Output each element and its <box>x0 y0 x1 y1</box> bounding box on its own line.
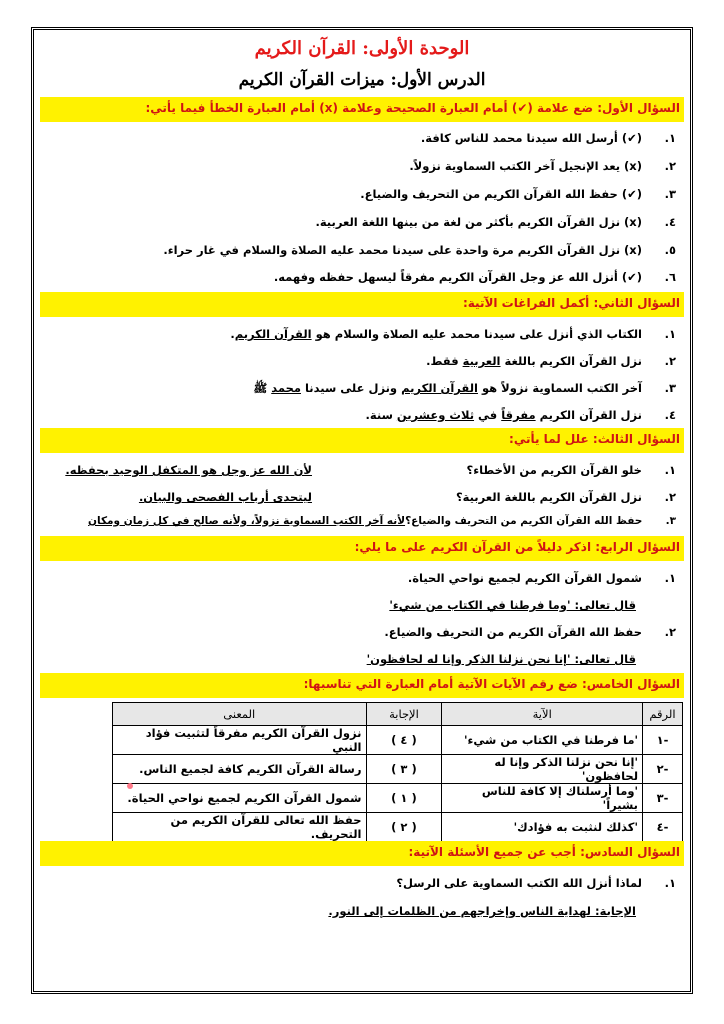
verse-cell: 'كذلك لنثبت به فؤادك' <box>442 813 643 842</box>
list-item: ٥. (x) نزل القرآن الكريم مرة واحدة على سيدنا محمد عليه الصلاة والسلام في غار حراء. <box>163 243 676 257</box>
column-header: الآية <box>442 703 643 726</box>
lesson-title: الدرس الأول: ميزات القرآن الكريم <box>238 70 486 90</box>
list-item: ٣. (✔) حفظ الله القرآن الكريم من التحريف والضياع. <box>360 187 676 201</box>
answer: القرآن الكريم <box>401 381 478 395</box>
list-item: ٢. (x) يعد الإنجيل آخر الكتب السماوية نزولاً. <box>409 159 676 173</box>
meaning-cell: رسالة القرآن الكريم كافة لجميع الناس. <box>113 755 367 784</box>
verse-cell: 'وما أرسلناك إلا كافة للناس بشيراً' <box>442 784 643 813</box>
table-row <box>113 813 683 842</box>
meaning-cell: شمول القرآن الكريم لجميع نواحي الحياة. <box>113 784 367 813</box>
question-2-heading: السؤال الثاني: أكمل الفراغات الآتية: <box>40 292 684 317</box>
table-row <box>113 726 683 755</box>
answer-line: الإجابة: لهداية الناس وإخراجهم من الظلمات إلى النور. <box>328 904 636 918</box>
list-item: ٢. نزل القرآن الكريم باللغة العربية؟ليتحدى أرباب الفصحى والبيان. <box>44 490 676 504</box>
evidence: قال تعالى: 'وما فرطنا في الكتاب من شيء' <box>389 598 636 612</box>
answer: لأن الله عز وجل هو المتكفل الوحيد بحفظه. <box>65 463 312 477</box>
list-item: ٢. نزل القرآن الكريم باللغة العربية فقط. <box>426 354 676 368</box>
row-number: -١ <box>643 726 683 755</box>
answer-cell: ( ٤ ) <box>366 726 442 755</box>
answer: القرآن الكريم <box>234 327 312 341</box>
question-5-heading: السؤال الخامس: ضع رقم الآيات الآتية أمام العبارة التي تناسبها: <box>40 673 684 698</box>
row-number: -٢ <box>643 755 683 784</box>
list-item: ١. لماذا أنزل الله الكتب السماوية على الرسل؟ <box>396 876 676 890</box>
list-item: ٤. نزل القرآن الكريم مفرقاً في ثلاث وعشرين سنة. <box>365 408 676 422</box>
verse-cell: 'ما فرطنا في الكتاب من شيء' <box>442 726 643 755</box>
answer: لأنه آخر الكتب السماوية نزولاً، ولأنه صالح في كل زمان ومكان <box>88 515 406 527</box>
list-item: ٦. (✔) أنزل الله عز وجل القرآن الكريم مفرقاً ليسهل حفظه وفهمه. <box>273 270 676 284</box>
answer: مفرقاً <box>501 408 536 422</box>
meaning-cell: حفظ الله تعالى للقرآن الكريم من التحريف. <box>113 813 367 842</box>
list-item: ١. خلو القرآن الكريم من الأخطاء؟لأن الله عز وجل هو المتكفل الوحيد بحفظه. <box>44 463 676 477</box>
question-3-heading: السؤال الثالث: علل لما يأتي: <box>40 428 684 453</box>
table-row <box>113 784 683 813</box>
row-number: -٤ <box>643 813 683 842</box>
stray-mark <box>127 783 133 789</box>
question-6-heading: السؤال السادس: أجب عن جميع الأسئلة الآتية: <box>40 841 684 866</box>
answer: العربية <box>462 354 501 368</box>
verse-cell: 'إنا نحن نزلنا الذكر وإنا له لحافظون' <box>442 755 643 784</box>
meaning-cell: نزول القرآن الكريم مفرقاً لتثبيت فؤاد النبي <box>113 726 367 755</box>
row-number: -٣ <box>643 784 683 813</box>
matching-table <box>112 702 683 842</box>
list-item: ٢. حفظ الله القرآن الكريم من التحريف والضياع. <box>384 625 676 639</box>
list-item: ٣. آخر الكتب السماوية نزولاً هو القرآن الكريم ونزل على سيدنا محمد ﷺ <box>253 381 676 395</box>
column-header: المعنى <box>113 703 367 726</box>
answer: ثلاث وعشرين <box>396 408 475 422</box>
table-header-row <box>113 703 683 726</box>
answer-cell: ( ٣ ) <box>366 755 442 784</box>
answer-cell: ( ١ ) <box>366 784 442 813</box>
column-header: الرقم <box>643 703 683 726</box>
answer-cell: ( ٢ ) <box>366 813 442 842</box>
answer: ليتحدى أرباب الفصحى والبيان. <box>138 490 312 504</box>
evidence: قال تعالى: 'إنا نحن نزلنا الذكر وإنا له لحافظون' <box>366 652 636 666</box>
question-4-heading: السؤال الرابع: اذكر دليلاً من القرآن الكريم على ما يلي: <box>40 536 684 561</box>
list-item: ١. شمول القرآن الكريم لجميع نواحي الحياة. <box>407 571 676 585</box>
table-row <box>113 755 683 784</box>
question-1-heading: السؤال الأول: ضع علامة (✔) أمام العبارة الصحيحة وعلامة (x) أمام العبارة الخطأ فيما يأتي: <box>40 97 684 122</box>
list-item: ٤. (x) نزل القرآن الكريم بأكثر من لغة من بينها اللغة العربية. <box>315 215 676 229</box>
list-item: ١. الكتاب الذي أنزل على سيدنا محمد عليه الصلاة والسلام هو القرآن الكريم. <box>230 327 676 341</box>
list-item: ١. (✔) أرسل الله سيدنا محمد للناس كافة. <box>420 131 676 145</box>
unit-title: الوحدة الأولى: القرآن الكريم <box>254 38 470 59</box>
answer: محمد <box>271 381 301 395</box>
column-header: الإجابة <box>366 703 442 726</box>
list-item: ٣. حفظ الله القرآن الكريم من التحريف والضياع؟لأنه آخر الكتب السماوية نزولاً، ولأنه صالح في كل زمان ومكان <box>88 515 676 527</box>
